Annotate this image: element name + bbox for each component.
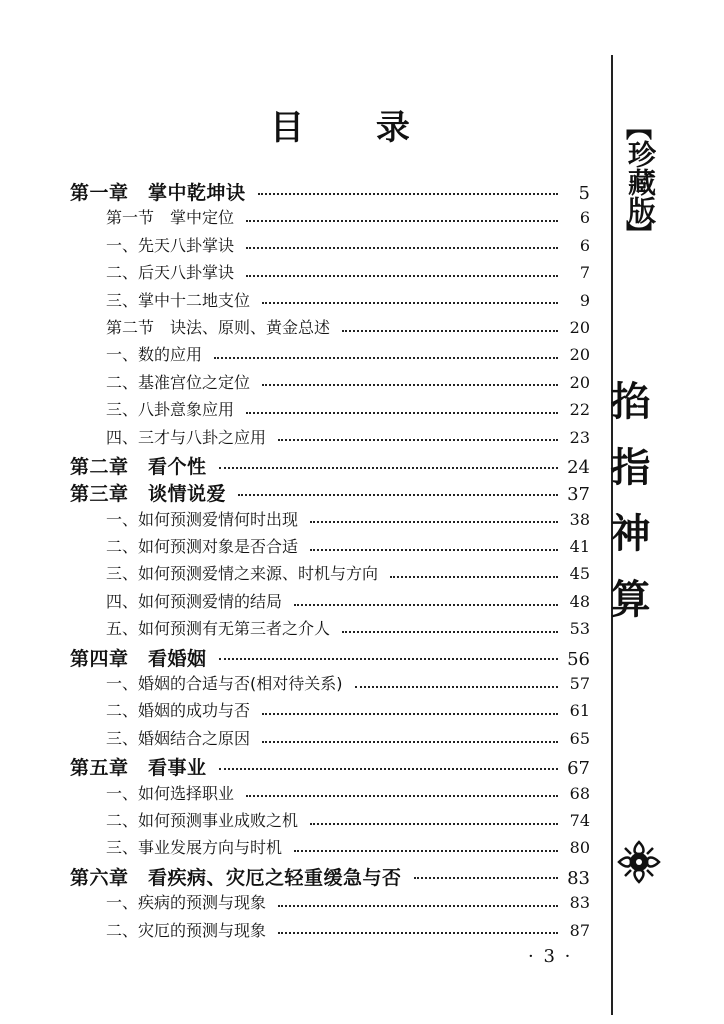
toc-entry-label: 四、三才与八卦之应用 xyxy=(106,427,267,447)
dot-leader xyxy=(278,932,558,934)
dot-leader xyxy=(278,439,558,441)
toc-section-entry xyxy=(70,342,590,369)
toc-entry-label: 二、后天八卦掌诀 xyxy=(106,263,235,283)
toc-entry-page: 61 xyxy=(569,701,590,721)
book-title: 掐指神算 xyxy=(604,380,651,644)
dot-leader xyxy=(214,357,558,359)
toc-entry-label: 一、如何选择职业 xyxy=(106,783,235,803)
toc-entry-page: 65 xyxy=(569,728,590,748)
toc-chapter-entry xyxy=(70,479,590,506)
toc-entry-label: 第五章 看事业 xyxy=(70,757,207,780)
dot-leader xyxy=(342,330,558,332)
dot-leader xyxy=(246,220,558,222)
toc-entry-label: 一、疾病的预测与现象 xyxy=(106,893,267,913)
toc-section-entry xyxy=(70,726,590,753)
toc-entry-label: 三、婚姻结合之原因 xyxy=(106,728,251,748)
dot-leader xyxy=(414,877,558,879)
lotus-ornament-icon xyxy=(617,840,661,884)
toc-entry-label: 第二章 看个性 xyxy=(70,455,207,478)
toc-entry-label: 二、如何预测对象是否合适 xyxy=(106,537,299,557)
toc-section-entry xyxy=(70,205,590,232)
toc-entry-label: 三、事业发展方向与时机 xyxy=(106,838,283,858)
toc-section-entry xyxy=(70,616,590,643)
toc-entry-page: 83 xyxy=(569,893,590,913)
bracket-top-icon: ︻ xyxy=(625,114,652,144)
edition-text: 珍藏版 xyxy=(624,140,657,224)
toc-section-entry xyxy=(70,890,590,917)
toc-entry-page: 20 xyxy=(569,372,590,392)
toc-entry-label: 二、婚姻的成功与否 xyxy=(106,701,251,721)
toc-entry-page: 56 xyxy=(567,648,590,670)
toc-entry-page: 57 xyxy=(569,674,590,694)
dot-leader xyxy=(310,823,558,825)
toc-entry-page: 24 xyxy=(567,456,590,478)
toc-entry-label: 第一章 掌中乾坤诀 xyxy=(70,182,246,204)
toc-section-entry xyxy=(70,370,590,397)
toc-entry-label: 一、先天八卦掌诀 xyxy=(106,235,235,255)
toc-chapter-entry xyxy=(70,178,590,205)
dot-leader xyxy=(246,412,558,414)
toc-entry-page: 6 xyxy=(579,208,590,228)
toc-section-entry xyxy=(70,233,590,260)
toc-entry-page: 83 xyxy=(567,867,590,889)
toc-entry-page: 20 xyxy=(569,345,590,365)
bracket-bottom-icon: ︼ xyxy=(625,220,652,250)
toc-section-entry xyxy=(70,671,590,698)
page-number: · 3 · xyxy=(528,946,573,967)
edition-label xyxy=(621,114,657,250)
dot-leader xyxy=(262,302,558,304)
dot-leader xyxy=(246,795,558,797)
dot-leader xyxy=(355,686,559,688)
toc-entry-label: 四、如何预测爱情的结局 xyxy=(106,591,283,611)
dot-leader xyxy=(219,768,558,770)
toc-section-entry xyxy=(70,561,590,588)
dot-leader xyxy=(310,549,558,551)
dot-leader xyxy=(262,741,558,743)
dot-leader xyxy=(310,521,558,523)
dot-leader xyxy=(342,631,558,633)
toc-entry-label: 一、如何预测爱情何时出现 xyxy=(106,509,299,529)
toc-entry-page: 7 xyxy=(579,263,590,283)
dot-leader xyxy=(390,576,558,578)
toc-section-entry xyxy=(70,589,590,616)
toc-section-entry xyxy=(70,315,590,342)
toc-section-entry xyxy=(70,397,590,424)
toc-entry-page: 45 xyxy=(569,564,590,584)
toc-entry-page: 22 xyxy=(569,400,590,420)
dot-leader xyxy=(294,850,558,852)
toc-entry-label: 第二节 诀法、原则、黄金总述 xyxy=(106,317,331,337)
dot-leader xyxy=(219,658,558,660)
toc-entry-page: 23 xyxy=(569,427,590,447)
dot-leader xyxy=(246,247,558,249)
dot-leader xyxy=(294,604,558,606)
toc-entry-label: 二、如何预测事业成败之机 xyxy=(106,810,299,830)
toc-entry-page: 74 xyxy=(569,810,590,830)
toc-chapter-entry xyxy=(70,753,590,780)
toc-entry-label: 二、基准宫位之定位 xyxy=(106,372,251,392)
toc-entry-page: 41 xyxy=(569,537,590,557)
table-of-contents xyxy=(70,178,590,945)
dot-leader xyxy=(219,467,558,469)
dot-leader xyxy=(262,713,558,715)
toc-section-entry xyxy=(70,425,590,452)
page-number-value: 3 xyxy=(543,946,557,967)
toc-entry-label: 三、如何预测爱情之来源、时机与方向 xyxy=(106,564,379,584)
toc-entry-page: 67 xyxy=(567,758,590,780)
toc-entry-page: 53 xyxy=(569,619,590,639)
toc-entry-label: 五、如何预测有无第三者之介人 xyxy=(106,619,331,639)
dot-leader xyxy=(258,193,558,195)
page-title: 目 录 xyxy=(270,108,440,148)
toc-section-entry xyxy=(70,534,590,561)
toc-entry-label: 一、数的应用 xyxy=(106,345,203,365)
dot-leader xyxy=(278,905,558,907)
toc-entry-label: 第四章 看婚姻 xyxy=(70,647,207,670)
dot-leader xyxy=(262,384,558,386)
toc-entry-label: 第六章 看疾病、灾厄之轻重缓急与否 xyxy=(70,866,402,889)
toc-entry-label: 第三章 谈情说爱 xyxy=(70,483,227,506)
toc-entry-page: 5 xyxy=(578,183,590,204)
toc-section-entry xyxy=(70,781,590,808)
toc-entry-page: 80 xyxy=(569,838,590,858)
toc-entry-label: 一、婚姻的合适与否(相对待关系) xyxy=(106,674,343,694)
toc-entry-page: 9 xyxy=(579,290,590,310)
dot-leader xyxy=(246,275,558,277)
toc-chapter-entry xyxy=(70,863,590,890)
toc-entry-label: 三、掌中十二地支位 xyxy=(106,290,251,310)
toc-entry-page: 68 xyxy=(569,783,590,803)
toc-section-entry xyxy=(70,835,590,862)
toc-section-entry xyxy=(70,507,590,534)
toc-entry-page: 6 xyxy=(579,235,590,255)
dot-leader xyxy=(238,494,558,496)
toc-entry-page: 48 xyxy=(569,591,590,611)
toc-entry-label: 二、灾厄的预测与现象 xyxy=(106,920,267,940)
toc-section-entry xyxy=(70,260,590,287)
toc-entry-page: 87 xyxy=(569,920,590,940)
toc-entry-label: 第一节 掌中定位 xyxy=(106,208,235,228)
toc-section-entry xyxy=(70,698,590,725)
toc-entry-page: 20 xyxy=(569,317,590,337)
toc-chapter-entry xyxy=(70,452,590,479)
toc-entry-page: 37 xyxy=(567,484,590,506)
toc-entry-label: 三、八卦意象应用 xyxy=(106,400,235,420)
toc-section-entry xyxy=(70,288,590,315)
toc-chapter-entry xyxy=(70,644,590,671)
toc-section-entry xyxy=(70,918,590,945)
toc-entry-page: 38 xyxy=(569,509,590,529)
toc-section-entry xyxy=(70,808,590,835)
